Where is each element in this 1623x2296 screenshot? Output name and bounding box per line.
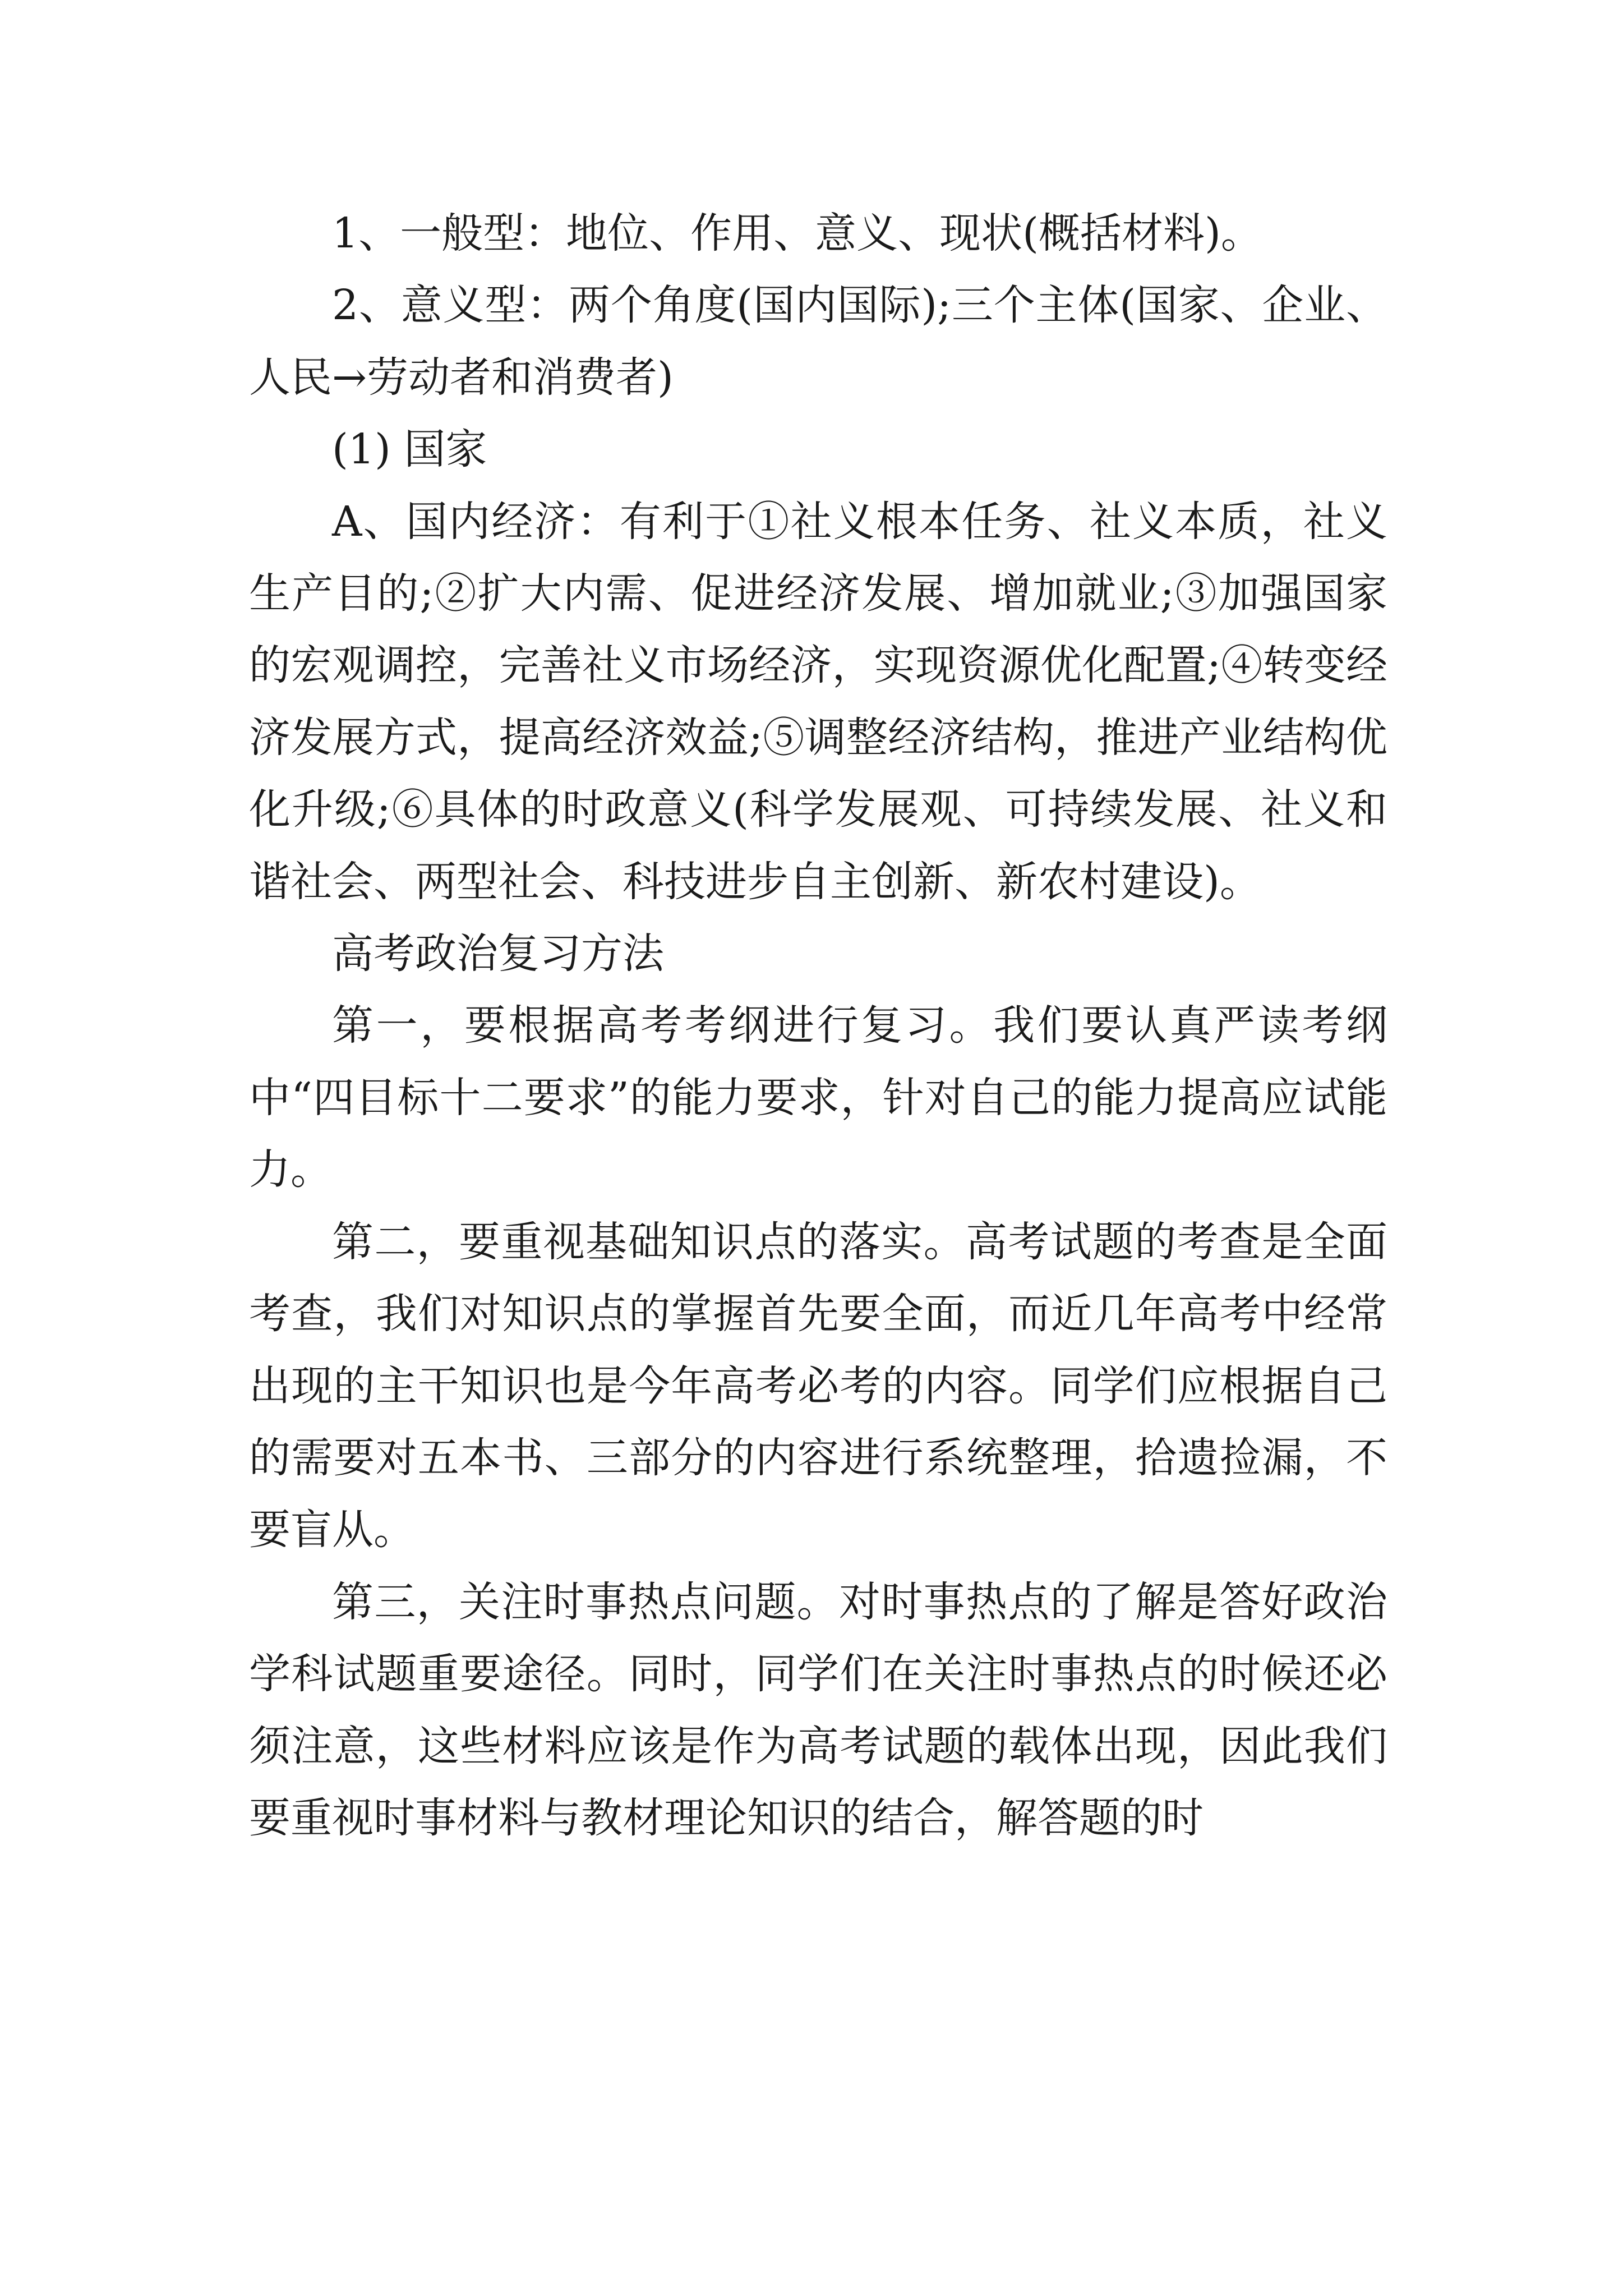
paragraph-subheading-state: (1) 国家 <box>332 425 487 474</box>
paragraph-method-second: 第二，要重视基础知识点的落实。高考试题的考查是全面考查，我们对知识点的掌握首先要全面，而近几年高考中经常出现的主干知识也是今年高考必考的内容。同学们应根据自己的需要对五本书、三部分的内容进行系统整理，拾遗捡漏，不要盲从。 <box>249 1217 1387 1554</box>
paragraph-type-general: 1、一般型：地位、作用、意义、现状(概括材料)。 <box>332 209 1262 257</box>
paragraph-domestic-economy: A、国内经济：有利于①社义根本任务、社义本质，社义生产目的;②扩大内需、促进经济发展、增加就业;③加强国家的宏观调控，完善社义市场经济，实现资源优化配置;④转变经济发展方式，提高经济效益;⑤调整经济结构，推进产业结构优化升级;⑥具体的时政意义(科学发展观、可持续发展、社义和谐社会、两型社会、科技进步自主创新、新农村建设)。 <box>249 497 1387 906</box>
section-heading-review-methods: 高考政治复习方法 <box>332 930 664 978</box>
paragraph-method-third: 第三，关注时事热点问题。对时事热点的了解是答好政治学科试题重要途径。同时，同学们在关注时事热点的时候还必须注意，这些材料应该是作为高考试题的载体出现，因此我们要重视时事材料与教材理论知识的结合，解答题的时 <box>249 1577 1387 1842</box>
paragraph-type-significance: 2、意义型：两个角度(国内国际);三个主体(国家、企业、人民→劳动者和消费者) <box>249 281 1387 402</box>
paragraph-method-first: 第一，要根据高考考纲进行复习。我们要认真严读考纲中“四目标十二要求”的能力要求，针对自己的能力提高应试能力。 <box>249 1001 1387 1194</box>
document-page <box>249 197 1387 1854</box>
